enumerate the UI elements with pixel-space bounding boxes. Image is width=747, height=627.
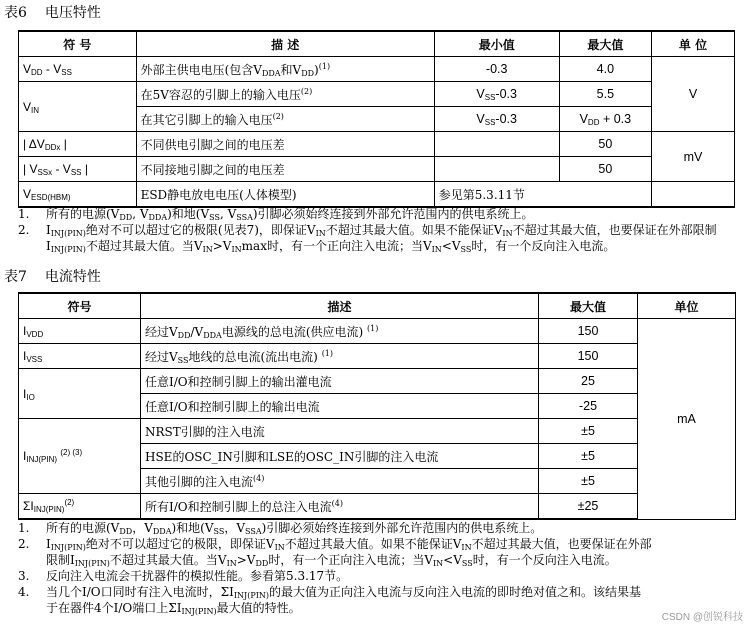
cell-max: ±5 [539,469,638,494]
table6-header-row [19,31,735,57]
cell-description: 不同接地引脚之间的电压差 [136,157,434,182]
watermark: CSDN @创锐科技 [661,612,743,623]
cell-symbol: $I_{INJ(PIN)}$ $^{(2) (3)}$ [19,419,141,494]
cell-min: $V_{SS}-0.3$ [434,82,559,107]
table7-title [4,268,101,286]
cell-max: 150 [539,319,638,344]
note-item: 2. $I_{INJ(PIN)}$绝对不可以超过它的极限(见表7)，即保证$V_{IN}$不超过其最大值。如果不能保证$V_{IN}$不超过其最大值，也要保证在外部限制$I_{INJ(PIN)}$不超过其最大值。当$V_{IN}>V_{IN}\max$时，有一个正向注入电流；当$V_{IN}<V_{SS}$时，有一个反向注入电流。 [18,223,717,254]
note-item: 4. 当几个I/O口同时有注入电流时，$\Sigma I_{INJ(PIN)}$的最大值为正向注入电流与反向注入电流的即时绝对值之和。该结果基 于在器件4个I/O端口上$\Sigma I_{INJ(PIN)}$最大值的特性。 [18,585,642,616]
table-row [19,319,736,344]
cell-see-section: 参见第5.3.11节 [434,182,651,208]
cell-unit-v: V [652,57,735,132]
cell-max: 50 [559,157,651,182]
cell-symbol: $V_{IN}$ [19,82,137,132]
cell-max: $V_{DD} + 0.3$ [559,107,651,132]
cell-description: 任意I/O和控制引脚上的输出电流 [141,394,539,419]
cell-unit-empty [652,182,735,208]
cell-symbol: | $V_{SSx} - V_{SS}$ | [19,157,137,182]
cell-description: 经过$V_{DD}/V_{DDA}$电源线的总电流(供应电流) $^{(1)}$ [141,319,539,344]
cell-symbol: $V_{ESD(HBM)}$ [19,182,137,208]
cell-max: -25 [539,394,638,419]
cell-description: 其他引脚的注入电流$^{(4)}$ [141,469,539,494]
note-item: 1. 所有的电源($V_{DD}$，$V_{DDA}$)和地($V_{SS}$，$V_{SSA}$)引脚必须始终连接到外部允许范围内的供电系统上。 [18,521,543,536]
cell-max: 5.5 [559,82,651,107]
table6-notes [18,206,746,254]
cell-description: 在5V容忍的引脚上的输入电压$^{(2)}$ [136,82,434,107]
cell-symbol: $V_{DD} - V_{SS}$ [19,57,137,82]
cell-description: 不同供电引脚之间的电压差 [136,132,434,157]
table-row [19,419,736,444]
header-max: 最大值 [559,31,651,57]
note-item: 3. 反向注入电流会干扰器件的模拟性能。参看第5.3.17节。 [18,569,349,583]
header-unit: 单位 [638,293,736,319]
table-row [19,57,735,82]
table6-title-text: 电压特性 [44,5,101,21]
cell-description: 在其它引脚上的输入电压$^{(2)}$ [136,107,434,132]
cell-description: NRST引脚的注入电流 [141,419,539,444]
header-description: 描 述 [136,31,434,57]
cell-description: 外部主供电电压(包含$V_{DDA}$和$V_{DD})^{(1)}$ [136,57,434,82]
table6-number: 表6 [4,5,27,21]
cell-unit-ma: mA [638,319,736,520]
table-row [19,157,735,182]
header-unit: 单 位 [652,31,735,57]
header-description: 描述 [141,293,539,319]
cell-min [434,132,559,157]
cell-max: ±5 [539,419,638,444]
cell-min: -0.3 [434,57,559,82]
note-item: 1. 所有的电源($V_{DD}$, $V_{DDA}$)和地($V_{SS}$, $V_{SSA}$)引脚必须始终连接到外部允许范围内的供电系统上。 [18,207,534,222]
table-row [19,82,735,107]
cell-symbol: $I_{VDD}$ [19,319,141,344]
header-symbol: 符 号 [19,31,137,57]
header-min: 最小值 [434,31,559,57]
table-row [19,182,735,208]
note-item: 2. $I_{INJ(PIN)}$绝对不可以超过它的极限，即保证$V_{IN}$不超过其最大值。如果不能保证$V_{IN}$不超过其最大值，也要保证在外部 限制$I_{INJ(PIN)}$不超过其最大值。当$V_{IN}>V_{DD}$时，有一个正向注入电流；当$V_{IN}<V_{SS}$时，有一个反向注入电流。 [18,537,652,568]
table7-number: 表7 [4,269,27,285]
cell-symbol: | $\Delta V_{DDx}$ | [19,132,137,157]
cell-unit-mv: mV [652,132,735,182]
cell-min: $V_{SS}-0.3$ [434,107,559,132]
table7-notes [18,520,652,616]
table-row [19,132,735,157]
cell-symbol: $I_{IO}$ [19,369,141,419]
cell-description: ESD静电放电电压(人体模型) [136,182,434,208]
cell-description: HSE的OSC_IN引脚和LSE的OSC_IN引脚的注入电流 [141,444,539,469]
cell-symbol: $\Sigma I_{INJ(PIN)}^{(2)}$ [19,494,141,520]
header-symbol: 符号 [19,293,141,319]
table-row [19,344,736,369]
cell-max: 25 [539,369,638,394]
cell-description: 任意I/O和控制引脚上的输出灌电流 [141,369,539,394]
cell-max: 50 [559,132,651,157]
cell-description: 所有I/O和控制引脚上的总注入电流$^{(4)}$ [141,494,539,520]
table7-title-text: 电流特性 [44,269,101,285]
table7-header-row [19,293,736,319]
cell-max: 150 [539,344,638,369]
table-row [19,494,736,520]
table6-voltage-characteristics [18,30,735,208]
table-row [19,369,736,394]
table6-title [4,4,101,22]
cell-symbol: $I_{VSS}$ [19,344,141,369]
table7-current-characteristics [18,292,736,520]
header-max: 最大值 [539,293,638,319]
cell-max: ±5 [539,444,638,469]
cell-min [434,157,559,182]
cell-description: 经过$V_{SS}$地线的总电流(流出电流) $^{(1)}$ [141,344,539,369]
cell-max: ±25 [539,494,638,520]
cell-max: 4.0 [559,57,651,82]
